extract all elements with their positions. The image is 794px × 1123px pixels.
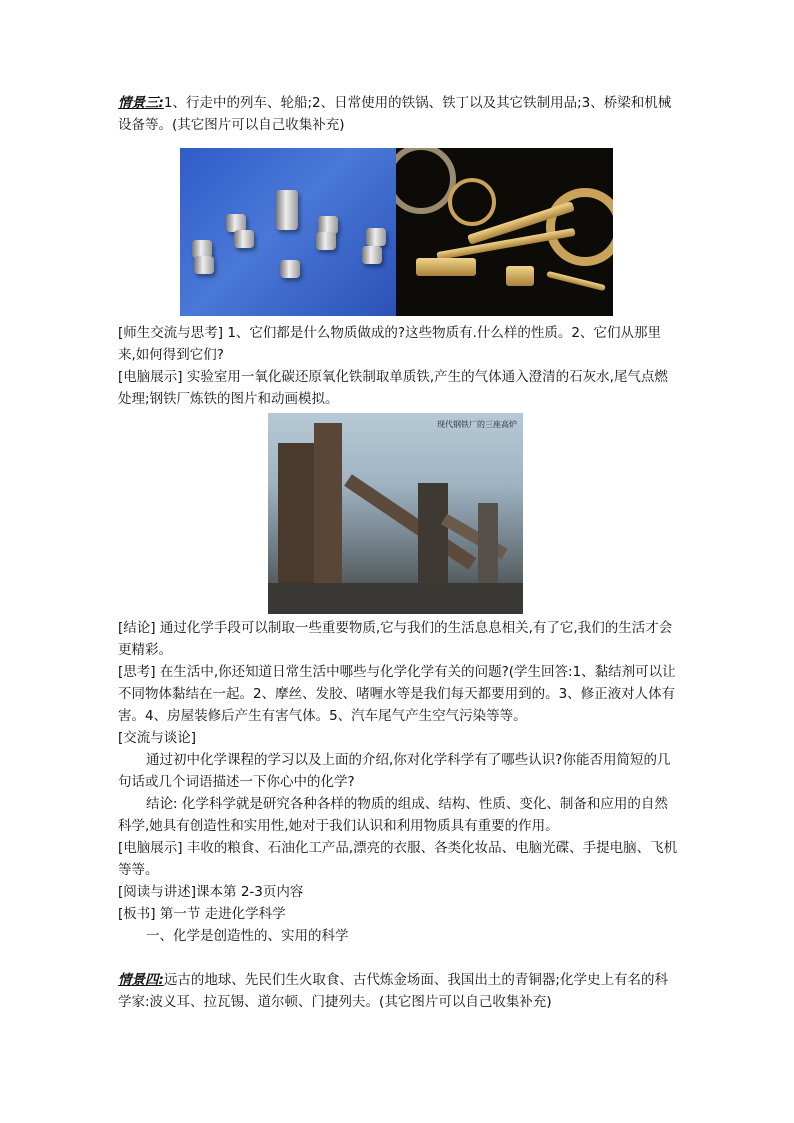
computer-display-paragraph: [电脑展示] 实验室用一氧化碳还原氧化铁制取单质铁,产生的气体通入澄清的石灰水,尾气点燃处理;钢铁厂炼铁的图片和动画模拟。: [118, 369, 668, 407]
reading-paragraph: [阅读与讲述]课本第 2-3页内容: [118, 884, 304, 900]
document-body-3: [118, 617, 678, 1013]
copper-parts-photo: [396, 148, 613, 316]
scene-four-text: 远古的地球、先民们生火取食、古代炼金场面、我国出土的青铜器;化学史上有名的科学家:波义耳、拉瓦锡、道尔顿、门捷列夫。(其它图片可以自己收集补充): [118, 972, 668, 1010]
blast-furnace-photo: [268, 413, 523, 614]
metal-products-photos: [180, 148, 613, 316]
scene-three-text: 1、行走中的列车、轮船;2、日常使用的铁锅、铁丁以及其它铁制用品;3、桥梁和机械设备等。(其它图片可以自己收集补充): [118, 95, 672, 133]
scene-four: [118, 969, 678, 1013]
document-body-2: [118, 322, 678, 410]
board-section-title: [板书] 第一节 走进化学科学: [118, 906, 286, 922]
scene-three: [118, 92, 678, 136]
conclusion-paragraph: [结论] 通过化学手段可以制取一些重要物质,它与我们的生活息息相关,有了它,我们的生活才会更精彩。: [118, 620, 673, 658]
scene-four-label: 情景四:: [118, 972, 164, 988]
think-paragraph: [思考] 在生活中,你还知道日常生活中哪些与化学化学有关的问题?(学生回答:1、黏结剂可以让不同物体黏结在一起。2、摩丝、发胶、啫喱水等是我们每天都要用到的。3、修正液对人体有害。4、房屋装修后产生有害气体。5、汽车尾气产生空气污染等等。: [118, 664, 676, 724]
exchange-question: 通过初中化学课程的学习以及上面的介绍,你对化学科学有了哪些认识?你能否用简短的几句话或几个词语描述一下你心中的化学?: [118, 752, 671, 790]
computer-display-products: [电脑展示] 丰收的粮食、石油化工产品,漂亮的衣服、各类化妆品、电脑光碟、手提电脑、飞机等等。: [118, 840, 678, 878]
spacer: [118, 947, 678, 969]
chemistry-conclusion: 结论: 化学科学就是研究各种各样的物质的组成、结构、性质、变化、制备和应用的自然科学,她具有创造性和实用性,她对于我们认识和利用物质具有重要的作用。: [118, 796, 668, 834]
metal-cylinders-photo: [180, 148, 396, 316]
scene-three-label: 情景三:: [118, 95, 164, 111]
board-subtitle: 一、化学是创造性的、实用的科学: [146, 928, 349, 944]
discussion-paragraph: [师生交流与思考] 1、它们都是什么物质做成的?这些物质有.什么样的性质。2、它们从那里来,如何得到它们?: [118, 325, 661, 363]
exchange-heading: [交流与谈论]: [118, 730, 197, 746]
blast-furnace-caption: 现代钢铁厂的三座高炉: [437, 420, 517, 429]
document-body: [118, 92, 678, 136]
